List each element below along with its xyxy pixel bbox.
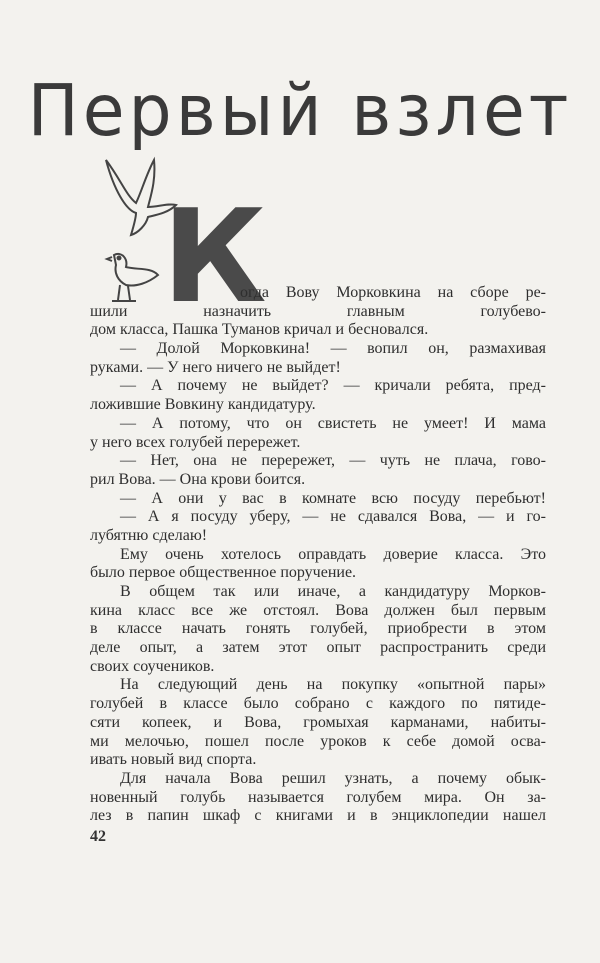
text-line: — А они у вас в комнате всю посуду перебьют!	[120, 489, 546, 507]
text-line: — А почему не выйдет? — кричали ребята, пред-	[120, 377, 546, 395]
text-line: огда Вову Морковкина на сборе ре-	[240, 284, 546, 301]
body-text	[90, 284, 546, 826]
text-line: — А потому, что он свистеть не умеет! И мама	[120, 414, 546, 432]
text-line: было первое общественное поручение.	[90, 564, 357, 582]
text-line: Ему очень хотелось оправдать доверие класса. Это	[120, 545, 546, 563]
text-line: — Долой Морковкина! — вопил он, размахивая	[120, 340, 546, 358]
text-line: деле опыт, а затем этот опыт распространить среди	[90, 639, 546, 657]
text-line: сяти копеек, и Вова, громыхая карманами, набиты-	[90, 713, 546, 731]
text-line: лез в папин шкаф с книгами и в энциклопедии нашел	[90, 807, 546, 825]
text-line: На следующий день на покупку «опытной пары»	[120, 676, 546, 694]
text-line: у него всех голубей перережет.	[90, 433, 301, 451]
text-line: своих соучеников.	[90, 657, 215, 675]
text-line: ложившие Вовкину кандидатуру.	[90, 396, 316, 414]
text-line: Для начала Вова решил узнать, а почему обык-	[120, 769, 546, 787]
text-line: ивать новый вид спорта.	[90, 751, 257, 769]
drop-cap-letter: К	[162, 183, 267, 332]
text-line: кина класс все же отстоял. Вова должен был первым	[90, 601, 546, 619]
text-line: в классе начать гонять голубей, приобрести в этом	[90, 620, 546, 638]
text-line: дом класса, Пашка Туманов кричал и бесновался.	[90, 321, 429, 339]
chapter-title: Первый взлет	[27, 70, 573, 153]
text-line: шили назначить главным голубево-	[90, 302, 546, 320]
page-number: 42	[90, 828, 106, 845]
text-line: В общем так или иначе, а кандидатуру Морков-	[120, 583, 546, 600]
text-line: ми мелочью, пошел после уроков к себе домой осва-	[90, 732, 546, 750]
text-line: рил Вова. — Она крови боится.	[90, 470, 306, 488]
text-line: — Нет, она не перережет, — чуть не плача, гово-	[120, 452, 546, 470]
text-line: новенный голубь называется голубем мира. Он за-	[90, 788, 546, 806]
text-line: руками. — У него ничего не выйдет!	[90, 358, 341, 376]
text-line: — А я посуду уберу, — не сдавался Вова, — и го-	[120, 508, 546, 526]
text-line: лубятню сделаю!	[90, 526, 208, 544]
text-line: голубей в классе было собрано с каждого по пятиде-	[90, 695, 546, 713]
